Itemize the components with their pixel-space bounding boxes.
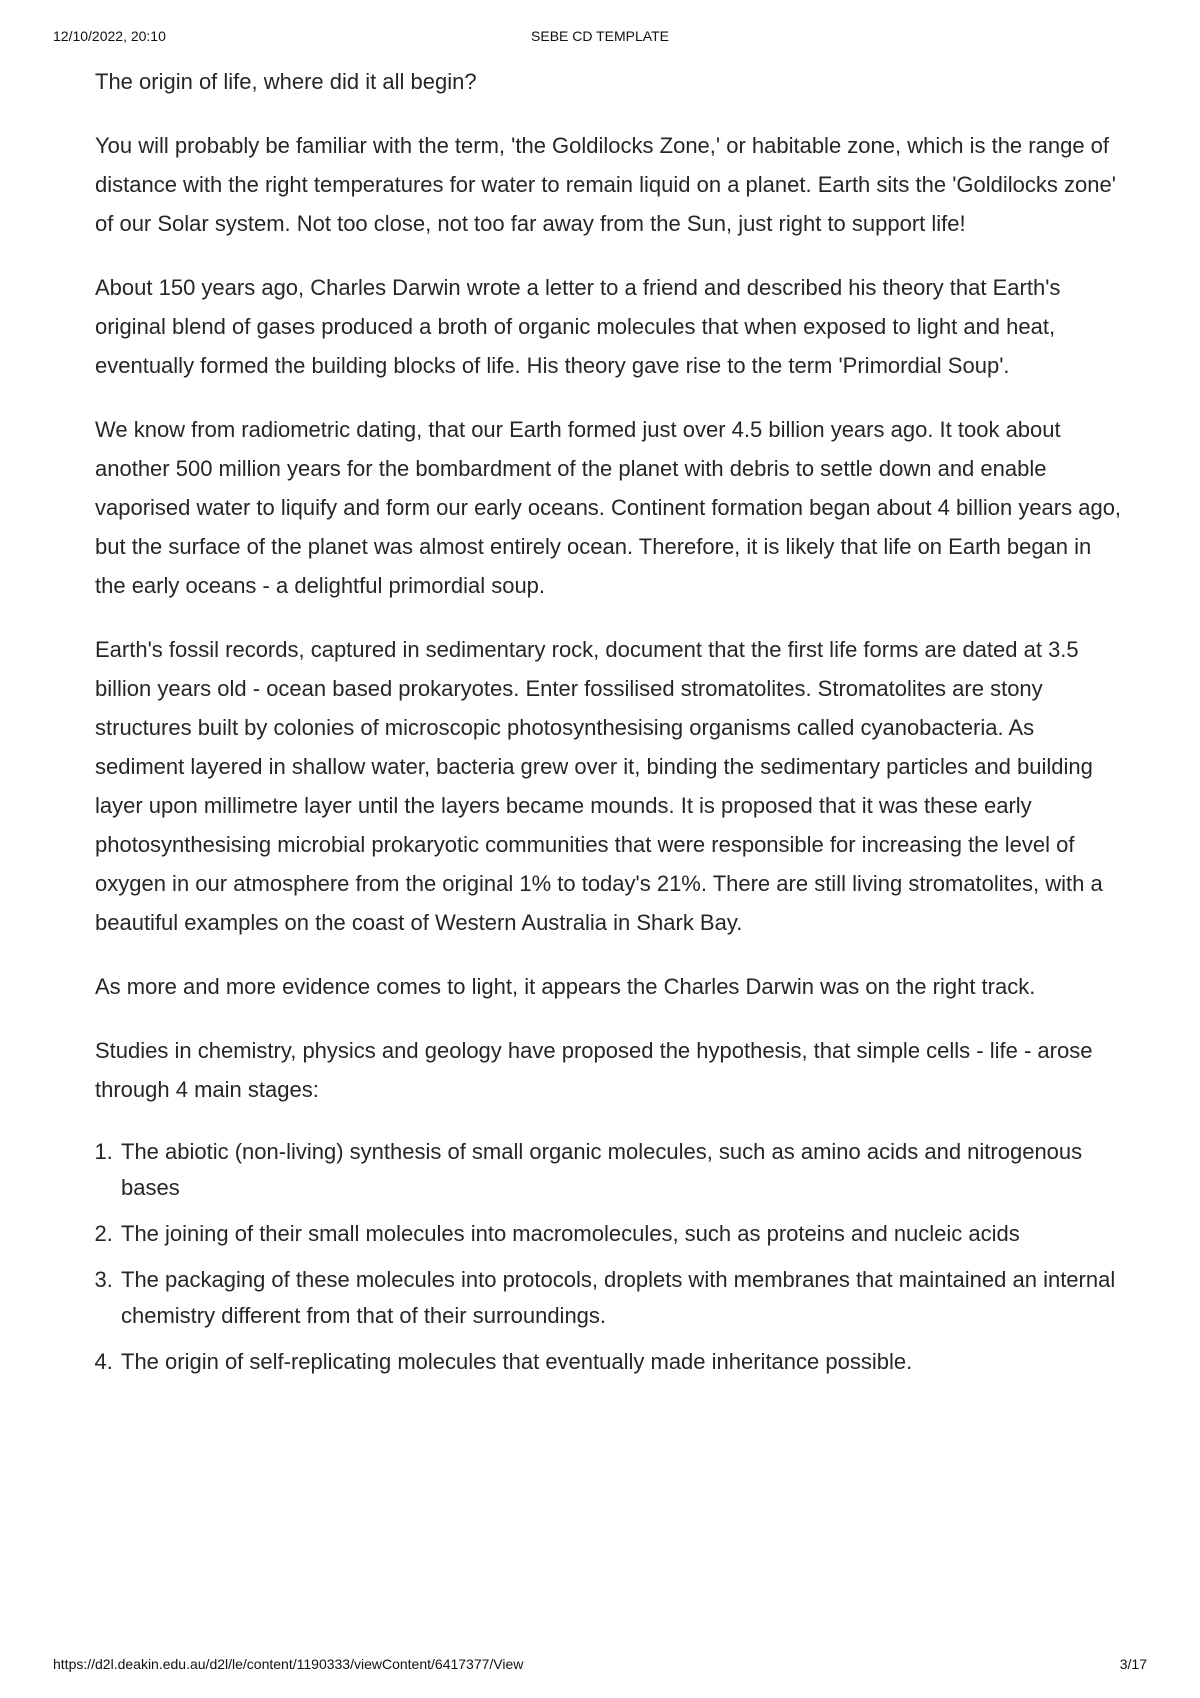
print-header — [53, 28, 1147, 48]
paragraph-hypothesis: Studies in chemistry, physics and geology have proposed the hypothesis, that simple cells - life - arose through 4 main stages: — [95, 1038, 1093, 1102]
page-number: 3/17 — [1119, 1656, 1147, 1672]
print-footer — [53, 1656, 1147, 1676]
paragraph-fossil-records: Earth's fossil records, captured in sedimentary rock, document that the first life forms are dated at 3.5 billion years old - ocean based prokaryotes. Enter fossilised stromatolites. Stromatolites are stony structures built by colonies of microscopic photosynthesising organisms called cyanobacteria. As sediment layered in shallow water, bacteria grew over it, binding the sedimentary particles and building layer upon millimetre layer until the layers became mounds. It is proposed that it was these early photosynthesising microbial prokaryotic communities that were responsible for increasing the level of oxygen in our atmosphere from the original 1% to today's 21%. There are still living stromatolites, with a beautiful examples on the coast of Western Australia in Shark Bay. — [95, 637, 1103, 935]
paragraph-goldilocks: You will probably be familiar with the term, 'the Goldilocks Zone,' or habitable zone, which is the range of distance with the right temperatures for water to remain liquid on a planet. Earth sits the 'Goldilocks zone' of our Solar system. Not too close, not too far away from the Sun, just right to support life! — [95, 133, 1116, 236]
paragraph-radiometric: We know from radiometric dating, that our Earth formed just over 4.5 billion years ago. It took about another 500 million years for the bombardment of the planet with debris to settle down and enable vaporised water to liquify and form our early oceans. Continent formation began about 4 billion years ago, but the surface of the planet was almost entirely ocean. Therefore, it is likely that life on Earth began in the early oceans - a delightful primordial soup. — [95, 417, 1122, 598]
list-item: 3. The packaging of these molecules into protocols, droplets with membranes that maintained an internal chemistry different from that of their surroundings. — [119, 1262, 1125, 1334]
list-item: 2. The joining of their small molecules into macromolecules, such as proteins and nucleic acids — [119, 1216, 1125, 1252]
list-item: 1. The abiotic (non-living) synthesis of small organic molecules, such as amino acids and nitrogenous bases — [119, 1134, 1125, 1206]
paragraph-evidence: As more and more evidence comes to light, it appears the Charles Darwin was on the right track. — [95, 974, 1036, 999]
stages-list — [95, 1134, 1125, 1380]
print-date: 12/10/2022, 20:10 — [53, 28, 166, 44]
page-url: https://d2l.deakin.edu.au/d2l/le/content/1190333/viewContent/6417377/View — [53, 1656, 524, 1672]
list-item: 4. The origin of self-replicating molecules that eventually made inheritance possible. — [119, 1344, 1125, 1380]
page-heading: The origin of life, where did it all begin? — [95, 69, 477, 94]
paragraph-darwin: About 150 years ago, Charles Darwin wrote a letter to a friend and described his theory that Earth's original blend of gases produced a broth of organic molecules that when exposed to light and heat, eventually formed the building blocks of life. His theory gave rise to the term 'Primordial Soup'. — [95, 275, 1061, 378]
main-content — [95, 62, 1125, 1390]
document-title: SEBE CD TEMPLATE — [531, 28, 669, 44]
